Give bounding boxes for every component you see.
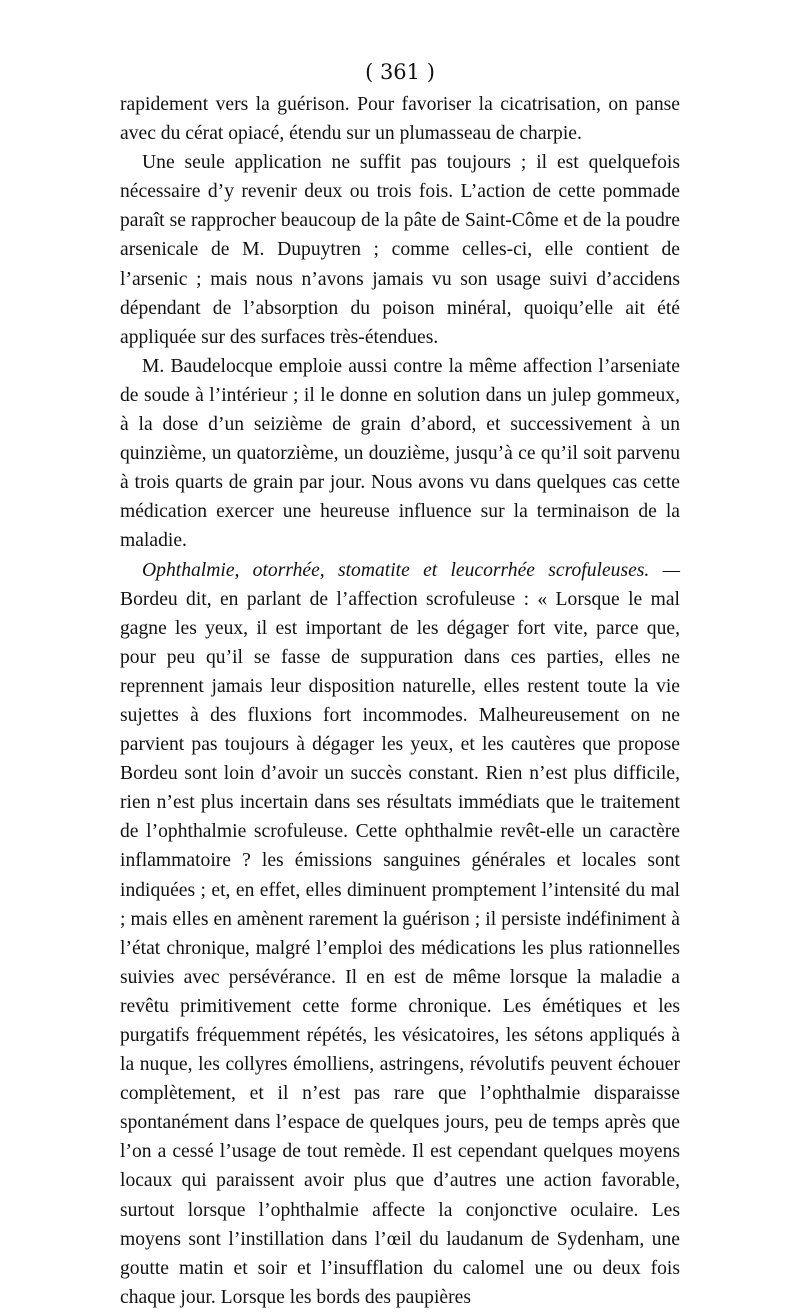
paragraph-ophthalmie (120, 556, 680, 1312)
section-heading: Ophthalmie, otorrhée, stomatite et leucorrhée scrofuleuses. — (142, 559, 680, 581)
page-number: ( 361 ) (365, 60, 435, 84)
paragraph-application: Une seule application ne suffit pas toujours ; il est quelquefois nécessaire d’y revenir deux ou trois fois. L’action de cette pommade paraît se rapprocher beaucoup de la pâte de Saint-Côme et de la poudre arsenicale de M. Dupuytren ; comme celles-ci, elle contient de l’arsenic ; mais nous n’avons jamais vu son usage suivi d’accidens dépendant de l’absorption du poison minéral, quoiqu’elle ait été appliquée sur des surfaces très-étendues. (120, 152, 680, 348)
paragraph-ophthalmie-text: Bordeu dit, en parlant de l’affection scrofuleuse : « Lorsque le mal gagne les yeux, il est important de les dégager fort vite, parce que, pour peu qu’il se fasse de suppuration dans ces parties, elles ne reprennent jamais leur disposition naturelle, elles restent toute la vie sujettes à des fluxions fort incommodes. Malheureusement on ne parvient pas toujours à dégager les yeux, et les cautères que propose Bordeu sont loin d’avoir un succès constant. Rien n’est plus difficile, rien n’est plus incertain dans ses résultats immédiats que le traitement de l’ophthalmie scrofuleuse. Cette ophthalmie revêt-elle un caractère inflammatoire ? les émissions sanguines générales et locales sont indiquées ; et, en effet, elles diminuent promptement l’intensité du mal ; mais elles en amènent rarement la guérison ; il persiste indéfiniment à l’état chronique, malgré l’emploi des médications les plus rationnelles suivies avec persévérance. Il en est de même lorsque la maladie a revêtu primitivement cette forme chronique. Les émétiques et les purgatifs fréquemment répétés, les vésicatoires, les sétons appliqués à la nuque, les collyres émolliens, astringens, révolutifs peuvent échouer complètement, et il n’est pas rare que l’ophthalmie disparaisse spontanément dans l’espace de quelques jours, peu de temps après que l’on a cessé l’usage de tout remède. Il est cependant quelques moyens locaux qui paraissent avoir plus que d’autres une action favorable, surtout lorsque l’ophthalmie affecte la conjonctive oculaire. Les moyens sont l’instillation dans l’œil du laudanum de Sydenham, une goutte matin et soir et l’insufflation du calomel une ou deux fois chaque jour. Lorsque les bords des paupières (120, 588, 680, 1308)
paragraph-baudelocque: M. Baudelocque emploie aussi contre la même affection l’arseniate de soude à l’intérieur ; il le donne en solution dans un julep gommeux, à la dose d’un seizième de grain d’abord, et successivement à un quinzième, un quatorzième, un douzième, jusqu’à ce qu’il soit parvenu à trois quarts de grain par jour. Nous avons vu dans quelques cas cette médication exercer une heureuse influence sur la terminaison de la maladie. (120, 355, 680, 552)
page-body-text (120, 90, 680, 1312)
paragraph-continuation: rapidement vers la guérison. Pour favoriser la cicatrisation, on panse avec du cérat opiacé, étendu sur un plumasseau de charpie. (120, 94, 680, 145)
